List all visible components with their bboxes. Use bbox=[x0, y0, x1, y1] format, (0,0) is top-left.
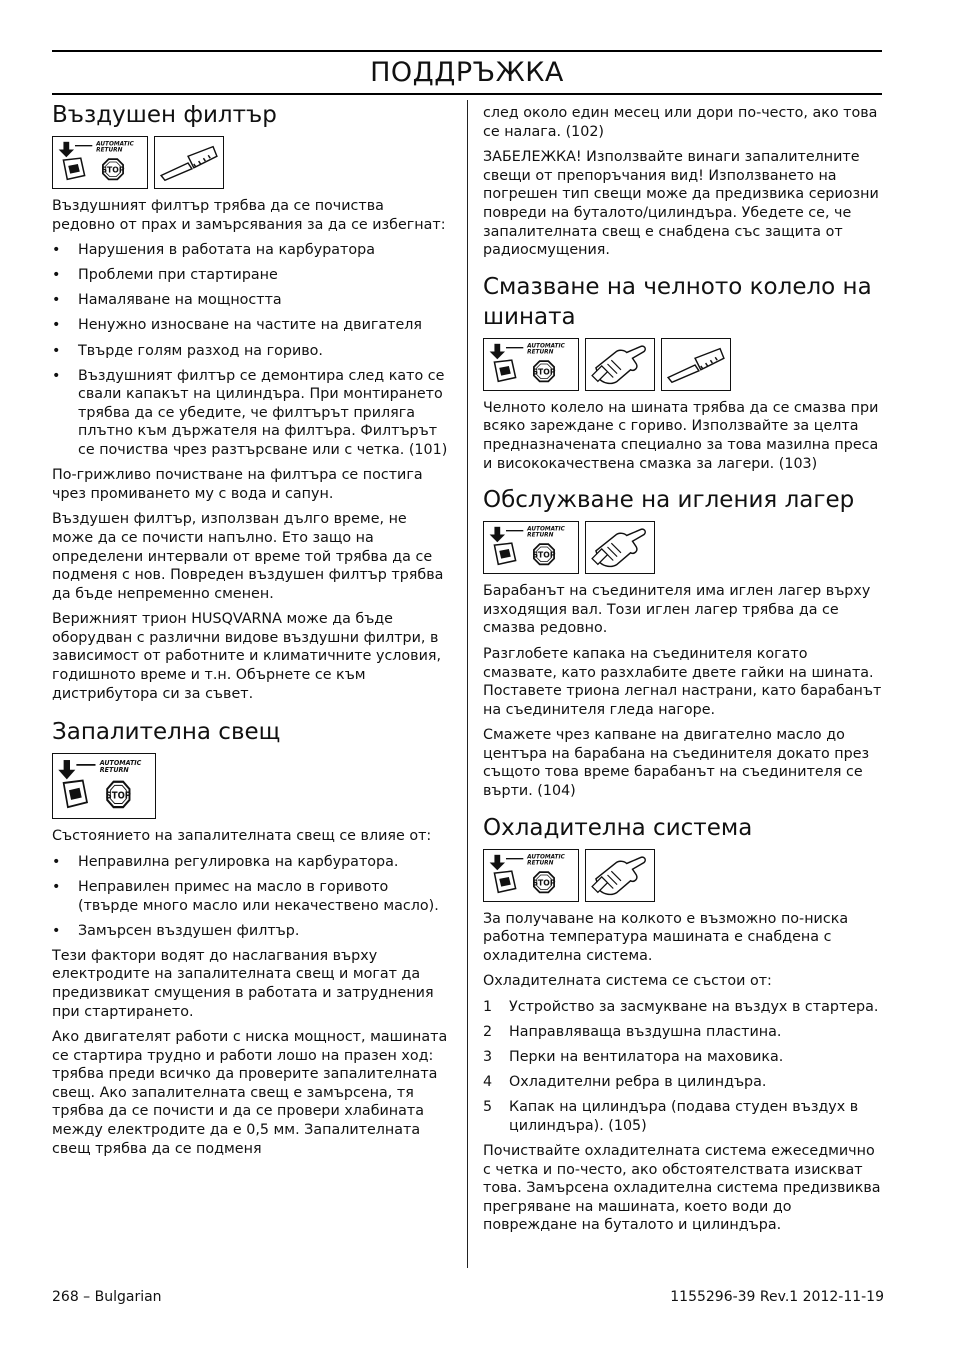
bullet-marker: • bbox=[52, 367, 61, 384]
right-column bbox=[483, 104, 883, 1242]
list-item: 3 Перки на вентилатора на маховика. bbox=[483, 1049, 784, 1066]
bullet-marker: • bbox=[52, 878, 61, 895]
list-item: 5 Капак на цилиндъра (подава студен въздух в цилиндъра). (105) bbox=[483, 1099, 859, 1134]
header-rule-bottom bbox=[52, 93, 882, 95]
list-item: 4 Охладителни ребра в цилиндъра. bbox=[483, 1074, 767, 1091]
air-filter-heading: Въздушен филтър bbox=[52, 102, 277, 128]
bullet-marker: • bbox=[52, 853, 61, 870]
spark-plug-intro: Състоянието на запалителната свещ се влияе от: bbox=[52, 828, 432, 845]
cooling-icons bbox=[483, 849, 883, 902]
brush-icon bbox=[154, 136, 224, 189]
bullet-marker: • bbox=[52, 922, 61, 939]
spark-plug-paragraph: Ако двигателят работи с ниска мощност, машината се стартира трудно и работи лошо на празен ход: трябва преди всичко да проверите запалителната свещ. Ако запалителната свещ е замърсена, тя трябва да се почисти и да се провери хлабината между електродите да е 0,5 мм. Запалителната свещ трябва да се подменя bbox=[52, 1029, 448, 1157]
list-item: • Проблеми при стартиране bbox=[52, 267, 278, 284]
list-item: • Неправилна регулировка на карбуратора. bbox=[52, 853, 399, 870]
list-item: • Твърде голям разход на гориво. bbox=[52, 342, 323, 359]
air-filter-icons bbox=[52, 136, 450, 189]
spark-plug-note: ЗАБЕЛЕЖКА! Използвайте винаги запалителните свещи от препоръчания вид! Използването на погрешен тип свещи може да предизвика сериозни повреди на буталото/цилиндъра. Убедете се, че запалителната свещ е снабдена със защита от радиосмущения. bbox=[483, 149, 879, 259]
cooling-list bbox=[483, 998, 883, 1136]
list-item: • Нарушения в работата на карбуратора bbox=[52, 242, 375, 259]
list-number: 3 bbox=[483, 1049, 493, 1066]
bar-sprocket-heading: Смазване на челното колело на шината bbox=[483, 273, 872, 330]
needle-bearing-paragraph: Барабанът на съединителя има иглен лагер върху изходящия вал. Този иглен лагер трябва да се смазва редовно. bbox=[483, 583, 871, 637]
stop-switch-icon bbox=[52, 753, 156, 819]
list-item: 2 Направляваща въздушна пластина. bbox=[483, 1024, 782, 1041]
footer-doc-id: 1155296-39 Rev.1 2012-11-19 bbox=[670, 1289, 884, 1305]
glove-icon bbox=[585, 521, 655, 574]
needle-bearing-paragraph: Разглобете капака на съединителя когато смазвате, като разхлабите двете гайки на шината. Поставете триона легнал настрани, като барабанът на съединителя гледа нагоре. bbox=[483, 645, 882, 718]
list-item: • Въздушният филтър се демонтира след като се свали капакът на цилиндъра. При монтирането трябва да се убедите, че филтърът приляга плътно към държателя на филтъра. Филтърът се почиства чрез разтърсване или с четка. (101) bbox=[52, 367, 448, 459]
list-item: • Ненужно износване на частите на двигателя bbox=[52, 317, 422, 334]
list-item: 1 Устройство за засмукване на въздух в стартера. bbox=[483, 999, 879, 1016]
list-item: • Неправилен примес на масло в горивото (твърде много масло или некачествено масло). bbox=[52, 878, 439, 914]
list-number: 1 bbox=[483, 999, 493, 1016]
glove-icon bbox=[585, 338, 655, 391]
header-rule-top bbox=[52, 50, 882, 52]
cooling-heading: Охладителна система bbox=[483, 814, 753, 841]
bullet-marker: • bbox=[52, 317, 61, 334]
bullet-marker: • bbox=[52, 292, 61, 309]
list-number: 2 bbox=[483, 1024, 493, 1041]
stop-switch-icon bbox=[52, 136, 148, 189]
cooling-paragraph: Почиствайте охладителната система ежеседмично с четка и по-често, ако обстоятелствата изискват това. Замърсена охладителна система предизвиква прегряване на машината, което води до повреждане на буталото и цилиндъра. bbox=[483, 1143, 881, 1234]
list-number: 4 bbox=[483, 1074, 493, 1091]
list-number: 5 bbox=[483, 1099, 493, 1116]
spark-plug-icons bbox=[52, 753, 450, 819]
stop-switch-icon bbox=[483, 338, 579, 391]
stop-switch-icon bbox=[483, 521, 579, 574]
left-column bbox=[52, 100, 450, 1165]
bullet-marker: • bbox=[52, 267, 61, 284]
bar-sprocket-icons bbox=[483, 338, 883, 391]
bullet-marker: • bbox=[52, 242, 61, 259]
footer-page-number: 268 – Bulgarian bbox=[52, 1289, 162, 1305]
needle-bearing-icons bbox=[483, 521, 883, 574]
spark-plug-heading: Запалителна свещ bbox=[52, 719, 281, 746]
spark-plug-list bbox=[52, 853, 450, 940]
air-filter-list bbox=[52, 241, 450, 459]
list-item: • Намаляване на мощността bbox=[52, 292, 282, 309]
page-title: ПОДДРЪЖКА bbox=[370, 57, 564, 88]
stop-switch-icon bbox=[483, 849, 579, 902]
glove-icon bbox=[585, 849, 655, 902]
brush-icon bbox=[661, 338, 731, 391]
list-item: • Замърсен въздушен филтър. bbox=[52, 922, 300, 939]
spark-plug-paragraph: Тези фактори водят до наслагвания върху електродите на запалителната свещ и могат да предизвикат смущения в работата и затруднения при стартирането. bbox=[52, 947, 434, 1020]
bullet-marker: • bbox=[52, 342, 61, 359]
spark-plug-continued: след около един месец или дори по-често, ако това се налага. (102) bbox=[483, 105, 878, 140]
air-filter-intro: Въздушният филтър трябва да се почиства редовно от прах и замърсявания за да се избегнат: bbox=[52, 198, 446, 233]
column-divider bbox=[467, 100, 468, 1268]
air-filter-paragraph: Въздушен филтър, използван дълго време, не може да се почисти напълно. Ето защо на определени интервали от време той трябва да се подменя с нов. Повреден въздушен филтър трябва да бъде непременно сменен. bbox=[52, 511, 444, 602]
air-filter-paragraph: Верижният трион HUSQVARNA може да бъде оборудван с различни видове въздушни филтри, в зависимост от работните и климатичните условия, годишното време и т.н. Обърнете се към дистрибутора си за съвет. bbox=[52, 611, 442, 702]
needle-bearing-heading: Обслужване на игления лагер bbox=[483, 487, 855, 514]
air-filter-paragraph: По-грижливо почистване на филтъра се постига чрез промиването му с вода и сапун. bbox=[52, 467, 423, 502]
cooling-paragraph: Охладителната система се състои от: bbox=[483, 973, 772, 990]
bar-sprocket-paragraph: Челното колело на шината трябва да се смазва при всяко зареждане с гориво. Използвайте за целта предназначената специално за това мазилна преса и висококачествена смазка за лагери. (103) bbox=[483, 399, 879, 472]
needle-bearing-paragraph: Смажете чрез капване на двигателно масло до центъра на барабана на съединителя докато през същото това време барабанът на съединителя се върти. (104) bbox=[483, 727, 870, 800]
cooling-paragraph: За получаване на колкото е възможно по-ниска работна температура машината е снабдена с охладителна система. bbox=[483, 910, 849, 964]
